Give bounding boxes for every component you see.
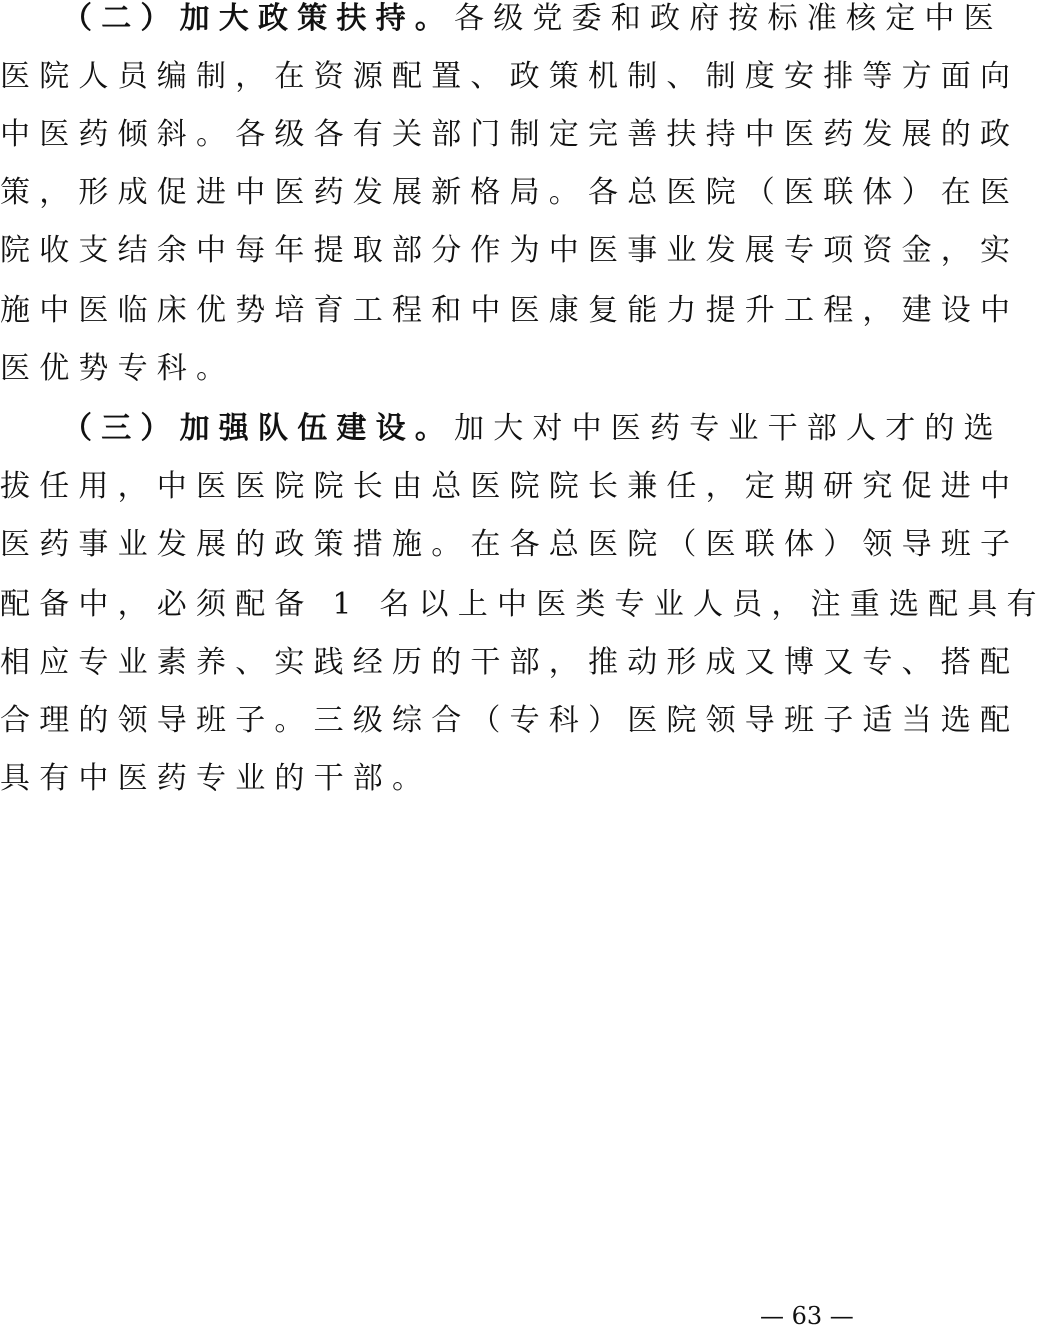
paragraph-text: 加大对中医药专业干部人才的选 xyxy=(454,411,1003,446)
paragraph-text: 各级党委和政府按标准核定中医 xyxy=(454,1,1003,36)
paragraph-line: 策，形成促进中医药发展新格局。各总医院（医联体）在医 xyxy=(0,175,1020,210)
paragraph-line xyxy=(62,400,1003,458)
paragraph-line: 中医药倾斜。各级各有关部门制定完善扶持中医药发展的政 xyxy=(0,117,1020,152)
section-heading: （二）加大政策扶持。 xyxy=(62,1,454,36)
paragraph-line xyxy=(62,0,1003,48)
section-heading: （三）加强队伍建设。 xyxy=(62,411,454,446)
paragraph-line: 配备中，必须配备 1 名以上中医类专业人员，注重选配具有 xyxy=(0,587,1046,622)
paragraph-line: 合理的领导班子。三级综合（专科）医院领导班子适当选配 xyxy=(0,703,1020,738)
paragraph-line: 院收支结余中每年提取部分作为中医事业发展专项资金，实 xyxy=(0,233,1020,268)
paragraph-line: 施中医临床优势培育工程和中医康复能力提升工程，建设中 xyxy=(0,293,1020,328)
paragraph-line: 具有中医药专业的干部。 xyxy=(0,761,432,796)
paragraph-line: 相应专业素养、实践经历的干部，推动形成又博又专、搭配 xyxy=(0,645,1020,680)
page-number: — 63 — xyxy=(760,1302,854,1330)
paragraph-line: 医药事业发展的政策措施。在各总医院（医联体）领导班子 xyxy=(0,527,1020,562)
paragraph-line: 医院人员编制，在资源配置、政策机制、制度安排等方面向 xyxy=(0,59,1020,94)
paragraph-line: 拔任用，中医医院院长由总医院院长兼任，定期研究促进中 xyxy=(0,469,1020,504)
paragraph-line: 医优势专科。 xyxy=(0,351,236,386)
